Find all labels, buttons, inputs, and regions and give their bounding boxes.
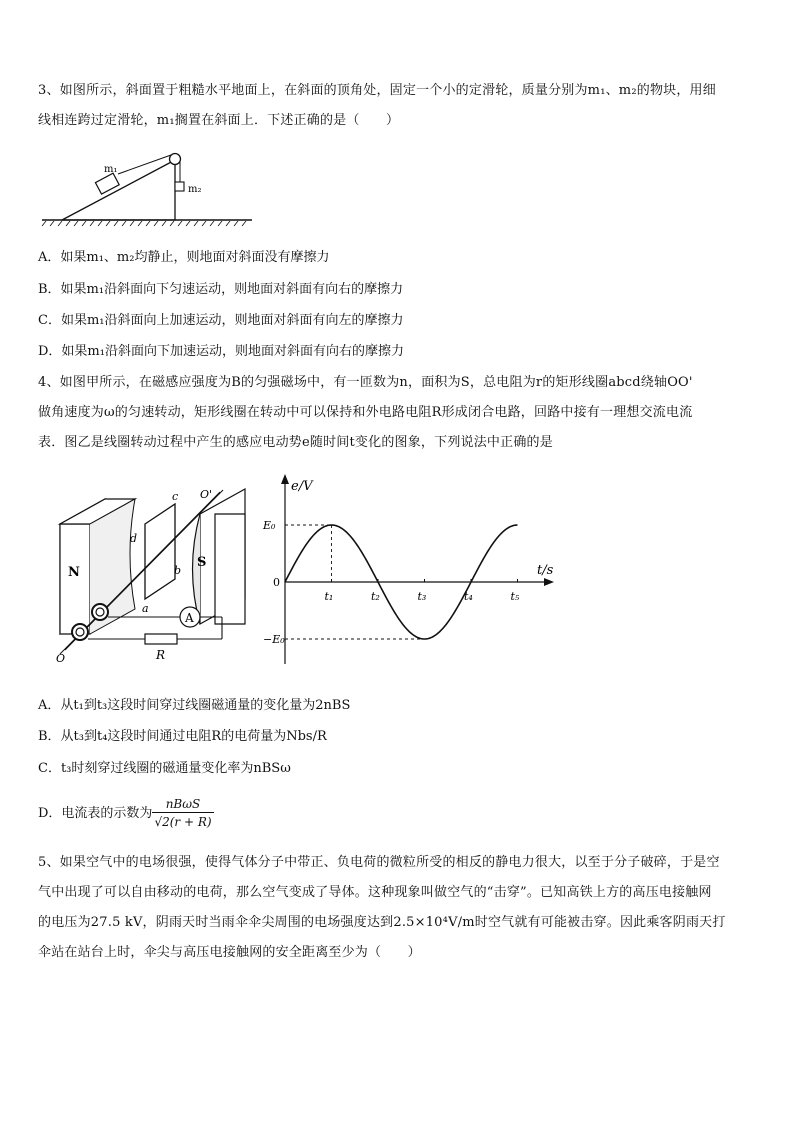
y-tick-label: −E₀ [263,633,285,646]
slip-ring-2 [72,624,88,640]
question-4-option-d [38,794,214,834]
question-5-line-2: 气中出现了可以自由移动的电荷，那么空气变成了导体。这种现象叫做空气的“击穿”。已知高铁上方的高压电接触网 [38,885,712,900]
x-axis-arrow [544,578,554,586]
question-3-option-c: C．如果m₁沿斜面向上加速运动，则地面对斜面有向左的摩擦力 [38,313,404,328]
question-4-line-2: 做角速度为ω的匀速转动，矩形线圈在转动中可以保持和外电路电阻R形成闭合电路，回路中接有一理想交流电流 [38,405,693,420]
question-4-line-3: 表．图乙是线圈转动过程中产生的感应电动势e随时间t变化的图象，下列说法中正确的是 [38,435,553,450]
emf-time-chart [265,470,565,670]
question-4-option-b: B．从t₃到t₄这段时间通过电阻R的电荷量为Nbs/R [38,729,327,744]
label-b: b [174,564,182,577]
label-s: S [197,555,207,570]
label-o: O [56,652,66,665]
y-axis-arrow [281,474,289,484]
question-5-line-4: 伞站在站台上时，伞尖与高压电接触网的安全距离至少为（ ） [38,945,421,960]
question-4-stem [38,368,758,458]
incline-pulley-figure [40,150,255,228]
coil-abcd [145,504,175,599]
x-axis-label: t/s [537,563,554,578]
question-3-line-2: 线相连跨过定滑轮，m₁搁置在斜面上．下述正确的是（ ） [38,113,400,128]
label-m2: m₂ [188,184,202,195]
block-m2 [175,182,184,191]
label-a: a [142,602,149,615]
option-d-fraction [152,796,213,831]
label-m1: m₁ [104,164,118,175]
x-tick-label: t₂ [371,590,380,603]
generator-figure [50,484,270,664]
x-tick-label: t₁ [324,590,334,603]
question-5-stem [38,848,758,968]
ground-hatching [42,221,246,226]
y-tick-label: 0 [273,576,280,589]
resistor-r [145,634,177,644]
question-3-option-b: B．如果m₁沿斜面向下匀速运动，则地面对斜面有向右的摩擦力 [38,282,404,297]
label-o-prime: O' [200,488,213,501]
label-d: d [130,532,138,545]
question-3-stem [38,76,758,136]
question-4-option-a: A．从t₁到t₃这段时间穿过线圈磁通量的变化量为2nBS [38,698,351,713]
question-4-option-c: C．t₃时刻穿过线圈的磁通量变化率为nBSω [38,761,291,776]
incline-wedge [62,160,175,220]
question-3-option-d: D．如果m₁沿斜面向下加速运动，则地面对斜面有向右的摩擦力 [38,344,404,359]
x-tick-label: t₅ [510,590,520,603]
slip-ring-1 [92,604,108,620]
question-5-line-3: 的电压为27.5 kV，阴雨天时当雨伞伞尖周围的电场强度达到2.5×10⁴V/m时空气就有可能被击穿。因此乘客阴雨天打 [38,915,726,930]
pulley-icon [170,154,181,165]
string-incline [118,155,171,174]
label-c: c [172,490,179,503]
fraction-numerator: nBωS [152,796,213,813]
x-tick-label: t₃ [417,590,427,603]
question-4-line-1: 4、如图甲所示，在磁感应强度为B的匀强磁场中，有一匝数为n，面积为S，总电阻为r的矩形线圈abcd绕轴OO' [38,375,693,390]
question-3-line-1: 3、如图所示，斜面置于粗糙水平地面上，在斜面的顶角处，固定一个小的定滑轮，质量分别为m₁、m₂的物块，用细 [38,83,716,98]
s-magnet-face [215,514,245,624]
question-3-option-a: A．如果m₁、m₂均静止，则地面对斜面没有摩擦力 [38,250,330,265]
label-r: R [156,648,166,662]
label-n: N [68,565,80,580]
option-d-prefix: D．电流表的示数为 [38,806,153,821]
y-axis-label: e/V [291,479,313,494]
y-tick-label: E₀ [263,519,276,532]
question-5-line-1: 5、如果空气中的电场很强，使得气体分子中带正、负电荷的微粒所受的相反的静电力很大，以至于分子破碎，于是空 [38,855,720,870]
x-tick-label: t₄ [464,590,473,603]
fraction-denominator: √2(r + R) [154,815,212,829]
label-ammeter: A [185,611,194,625]
